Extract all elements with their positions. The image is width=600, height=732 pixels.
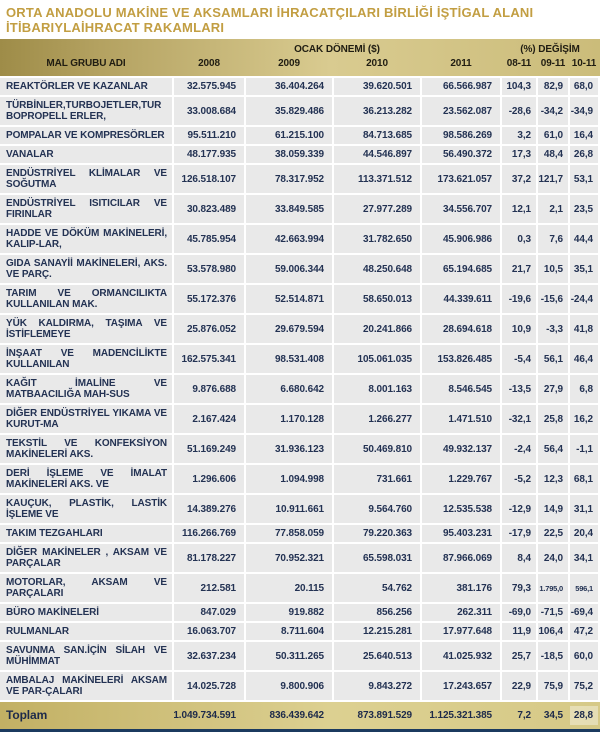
change-08-11: 22,9 <box>502 672 536 700</box>
value-2009: 42.663.994 <box>246 225 332 253</box>
product-name: TAKIM TEZGAHLARI <box>0 525 172 542</box>
change-10-11: 60,0 <box>570 642 598 670</box>
value-2008: 212.581 <box>174 574 244 602</box>
product-name: POMPALAR VE KOMPRESÖRLER <box>0 127 172 144</box>
value-2011: 173.621.057 <box>422 165 500 193</box>
value-2009: 35.829.486 <box>246 97 332 125</box>
value-2010: 27.977.289 <box>334 195 420 223</box>
change-08-11: 37,2 <box>502 165 536 193</box>
header-group-change: (%) DEĞİŞİM <box>520 44 580 55</box>
table-row <box>0 405 600 433</box>
change-09-11: 56,4 <box>538 435 568 463</box>
change-10-11: 68,0 <box>570 78 598 95</box>
table-row <box>0 97 600 125</box>
product-name: DİĞER ENDÜSTRİYEL YIKAMA VE KURUT-MA <box>0 405 172 433</box>
value-2008: 53.578.980 <box>174 255 244 283</box>
change-10-11: -34,9 <box>570 97 598 125</box>
change-09-11: -34,2 <box>538 97 568 125</box>
value-2008: 847.029 <box>174 604 244 621</box>
value-2011: 56.490.372 <box>422 146 500 163</box>
product-name: RULMANLAR <box>0 623 172 640</box>
value-2010: 79.220.363 <box>334 525 420 542</box>
change-09-11: 12,3 <box>538 465 568 493</box>
value-2008: 32.575.945 <box>174 78 244 95</box>
change-09-11: 121,7 <box>538 165 568 193</box>
change-08-11: -17,9 <box>502 525 536 542</box>
change-09-11: -71,5 <box>538 604 568 621</box>
product-name: TÜRBİNLER,TURBOJETLER,TURBOPROPELL ERLER, <box>0 97 172 125</box>
change-10-11: 26,8 <box>570 146 598 163</box>
change-10-11: 41,8 <box>570 315 598 343</box>
change-09-11: -15,6 <box>538 285 568 313</box>
change-10-11: 47,2 <box>570 623 598 640</box>
table-row <box>0 165 600 193</box>
product-name: BÜRO MAKİNELERİ <box>0 604 172 621</box>
value-2008: 116.266.769 <box>174 525 244 542</box>
change-08-11: -28,6 <box>502 97 536 125</box>
change-08-11: -13,5 <box>502 375 536 403</box>
change-08-11: 12,1 <box>502 195 536 223</box>
value-2010: 31.782.650 <box>334 225 420 253</box>
change-10-11: 46,4 <box>570 345 598 373</box>
value-2011: 87.966.069 <box>422 544 500 572</box>
value-2011: 45.906.986 <box>422 225 500 253</box>
change-08-11: -5,4 <box>502 345 536 373</box>
value-2010: 50.469.810 <box>334 435 420 463</box>
table-row <box>0 146 600 163</box>
value-2011: 34.556.707 <box>422 195 500 223</box>
value-2010: 20.241.866 <box>334 315 420 343</box>
change-10-11: 23,5 <box>570 195 598 223</box>
value-2011: 262.311 <box>422 604 500 621</box>
change-09-11: 48,4 <box>538 146 568 163</box>
value-2009: 29.679.594 <box>246 315 332 343</box>
product-name: DİĞER MAKİNELER , AKSAM VE PARÇALAR <box>0 544 172 572</box>
change-09-11: 24,0 <box>538 544 568 572</box>
table-row <box>0 604 600 621</box>
product-name: ENDÜSTRİYEL ISITICILAR VE FIRINLAR <box>0 195 172 223</box>
value-2009: 59.006.344 <box>246 255 332 283</box>
value-2011: 23.562.087 <box>422 97 500 125</box>
change-10-11: 68,1 <box>570 465 598 493</box>
change-08-11: 10,9 <box>502 315 536 343</box>
product-name: VANALAR <box>0 146 172 163</box>
value-2011: 41.025.932 <box>422 642 500 670</box>
header-col-2011: 2011 <box>450 58 472 69</box>
value-2009: 77.858.059 <box>246 525 332 542</box>
table-row <box>0 465 600 493</box>
value-2009: 20.115 <box>246 574 332 602</box>
header-col-2009: 2009 <box>278 58 300 69</box>
product-name: TEKSTİL VE KONFEKSİYON MAKİNELERİ AKS. <box>0 435 172 463</box>
total-change-08-11: 7,2 <box>517 710 531 721</box>
value-2009: 8.711.604 <box>246 623 332 640</box>
value-2009: 919.882 <box>246 604 332 621</box>
product-name: YÜK KALDIRMA, TAŞIMA VE İSTİFLEMEYE <box>0 315 172 343</box>
value-2009: 1.170.128 <box>246 405 332 433</box>
page-title-line2: İTİBARIYLAİHRACAT RAKAMLARI <box>6 20 225 35</box>
table-row <box>0 255 600 283</box>
value-2008: 2.167.424 <box>174 405 244 433</box>
change-08-11: 104,3 <box>502 78 536 95</box>
value-2008: 14.025.728 <box>174 672 244 700</box>
total-row <box>0 702 600 729</box>
value-2009: 1.094.998 <box>246 465 332 493</box>
product-name: AMBALAJ MAKİNELERİ AKSAM VE PAR-ÇALARI <box>0 672 172 700</box>
change-10-11: 44,4 <box>570 225 598 253</box>
change-09-11: 1.795,0 <box>538 574 568 602</box>
page-title <box>0 0 600 39</box>
value-2010: 25.640.513 <box>334 642 420 670</box>
change-08-11: -69,0 <box>502 604 536 621</box>
change-08-11: 25,7 <box>502 642 536 670</box>
product-name: REAKTÖRLER VE KAZANLAR <box>0 78 172 95</box>
value-2010: 8.001.163 <box>334 375 420 403</box>
value-2009: 36.404.264 <box>246 78 332 95</box>
change-08-11: 11,9 <box>502 623 536 640</box>
value-2008: 126.518.107 <box>174 165 244 193</box>
value-2008: 30.823.489 <box>174 195 244 223</box>
value-2009: 70.952.321 <box>246 544 332 572</box>
product-name: HADDE VE DÖKÜM MAKİNELERİ, KALIP-LAR, <box>0 225 172 253</box>
value-2008: 25.876.052 <box>174 315 244 343</box>
value-2010: 39.620.501 <box>334 78 420 95</box>
table-row <box>0 544 600 572</box>
header-col-09-11: 09-11 <box>540 58 566 69</box>
value-2010: 65.598.031 <box>334 544 420 572</box>
value-2011: 381.176 <box>422 574 500 602</box>
change-08-11: -19,6 <box>502 285 536 313</box>
change-08-11: 3,2 <box>502 127 536 144</box>
value-2008: 51.169.249 <box>174 435 244 463</box>
value-2008: 14.389.276 <box>174 495 244 523</box>
table-row <box>0 127 600 144</box>
product-name: İNŞAAT VE MADENCİLİKTE KULLANILAN <box>0 345 172 373</box>
value-2010: 105.061.035 <box>334 345 420 373</box>
product-name: TARIM VE ORMANCILIKTA KULLANILAN MAK. <box>0 285 172 313</box>
page-title-line1: ORTA ANADOLU MAKİNE VE AKSAMLARI İHRACATÇILARI BİRLİĞİ İŞTİGAL ALANI <box>6 5 534 20</box>
value-2010: 36.213.282 <box>334 97 420 125</box>
change-10-11: -24,4 <box>570 285 598 313</box>
change-09-11: 2,1 <box>538 195 568 223</box>
table-row <box>0 574 600 602</box>
value-2009: 38.059.339 <box>246 146 332 163</box>
change-08-11: 8,4 <box>502 544 536 572</box>
change-09-11: 56,1 <box>538 345 568 373</box>
total-change-09-11: 34,5 <box>543 710 563 721</box>
change-08-11: -32,1 <box>502 405 536 433</box>
total-label: Toplam <box>6 708 48 722</box>
table-row <box>0 195 600 223</box>
value-2009: 98.531.408 <box>246 345 332 373</box>
value-2011: 44.339.611 <box>422 285 500 313</box>
table-row <box>0 623 600 640</box>
change-09-11: 75,9 <box>538 672 568 700</box>
table-row <box>0 285 600 313</box>
header-group-period: OCAK DÖNEMİ ($) <box>294 44 380 55</box>
table-row <box>0 495 600 523</box>
total-value-2008: 1.049.734.591 <box>173 710 236 721</box>
product-name: KAUÇUK, PLASTİK, LASTİK İŞLEME VE <box>0 495 172 523</box>
change-10-11: -1,1 <box>570 435 598 463</box>
change-10-11: 53,1 <box>570 165 598 193</box>
value-2011: 66.566.987 <box>422 78 500 95</box>
change-10-11: 35,1 <box>570 255 598 283</box>
value-2010: 1.266.277 <box>334 405 420 433</box>
value-2011: 17.977.648 <box>422 623 500 640</box>
total-change-10-11: 28,8 <box>570 706 598 725</box>
change-09-11: 22,5 <box>538 525 568 542</box>
total-value-2011: 1.125.321.385 <box>429 710 492 721</box>
value-2011: 1.229.767 <box>422 465 500 493</box>
value-2010: 84.713.685 <box>334 127 420 144</box>
change-09-11: 27,9 <box>538 375 568 403</box>
value-2009: 10.911.661 <box>246 495 332 523</box>
change-10-11: 596,1 <box>570 574 598 602</box>
value-2008: 55.172.376 <box>174 285 244 313</box>
change-10-11: 20,4 <box>570 525 598 542</box>
change-09-11: 25,8 <box>538 405 568 433</box>
value-2010: 731.661 <box>334 465 420 493</box>
change-10-11: 31,1 <box>570 495 598 523</box>
header-col-2008: 2008 <box>198 58 220 69</box>
total-value-2009: 836.439.642 <box>269 710 324 721</box>
value-2011: 17.243.657 <box>422 672 500 700</box>
value-2009: 61.215.100 <box>246 127 332 144</box>
value-2009: 52.514.871 <box>246 285 332 313</box>
change-08-11: -2,4 <box>502 435 536 463</box>
change-10-11: 6,8 <box>570 375 598 403</box>
value-2011: 49.932.137 <box>422 435 500 463</box>
value-2010: 856.256 <box>334 604 420 621</box>
value-2008: 81.178.227 <box>174 544 244 572</box>
value-2010: 12.215.281 <box>334 623 420 640</box>
table-header <box>0 39 600 76</box>
table-row <box>0 672 600 700</box>
value-2009: 31.936.123 <box>246 435 332 463</box>
table-row <box>0 642 600 670</box>
value-2008: 95.511.210 <box>174 127 244 144</box>
change-08-11: 17,3 <box>502 146 536 163</box>
change-10-11: -69,4 <box>570 604 598 621</box>
total-value-2010: 873.891.529 <box>357 710 412 721</box>
change-10-11: 34,1 <box>570 544 598 572</box>
value-2008: 16.063.707 <box>174 623 244 640</box>
value-2008: 1.296.606 <box>174 465 244 493</box>
change-08-11: 0,3 <box>502 225 536 253</box>
change-09-11: 82,9 <box>538 78 568 95</box>
change-09-11: 14,9 <box>538 495 568 523</box>
value-2010: 9.564.760 <box>334 495 420 523</box>
value-2009: 50.311.265 <box>246 642 332 670</box>
table-row <box>0 225 600 253</box>
value-2011: 28.694.618 <box>422 315 500 343</box>
header-col-mal-grubu-adi: MAL GRUBU ADI <box>46 58 126 69</box>
value-2009: 9.800.906 <box>246 672 332 700</box>
value-2010: 9.843.272 <box>334 672 420 700</box>
value-2008: 9.876.688 <box>174 375 244 403</box>
change-10-11: 16,2 <box>570 405 598 433</box>
table-row <box>0 315 600 343</box>
value-2010: 54.762 <box>334 574 420 602</box>
value-2011: 1.471.510 <box>422 405 500 433</box>
value-2008: 32.637.234 <box>174 642 244 670</box>
table-row <box>0 78 600 95</box>
value-2010: 58.650.013 <box>334 285 420 313</box>
change-09-11: 10,5 <box>538 255 568 283</box>
value-2011: 98.586.269 <box>422 127 500 144</box>
change-08-11: -12,9 <box>502 495 536 523</box>
product-name: KAĞIT İMALİNE VE MATBAACILIĞA MAH-SUS <box>0 375 172 403</box>
table-body <box>0 78 600 700</box>
table-row <box>0 525 600 542</box>
change-08-11: -5,2 <box>502 465 536 493</box>
table-row <box>0 345 600 373</box>
change-09-11: 7,6 <box>538 225 568 253</box>
change-10-11: 16,4 <box>570 127 598 144</box>
value-2011: 12.535.538 <box>422 495 500 523</box>
value-2009: 78.317.952 <box>246 165 332 193</box>
change-10-11: 75,2 <box>570 672 598 700</box>
product-name: MOTORLAR, AKSAM VE PARÇALARI <box>0 574 172 602</box>
table-row <box>0 435 600 463</box>
value-2009: 33.849.585 <box>246 195 332 223</box>
value-2010: 48.250.648 <box>334 255 420 283</box>
value-2009: 6.680.642 <box>246 375 332 403</box>
change-09-11: 106,4 <box>538 623 568 640</box>
product-name: ENDÜSTRİYEL KLİMALAR VE SOĞUTMA <box>0 165 172 193</box>
product-name: SAVUNMA SAN.İÇİN SİLAH VE MÜHİMMAT <box>0 642 172 670</box>
header-col-10-11: 10-11 <box>571 58 597 69</box>
product-name: GIDA SANAYİİ MAKİNELERİ, AKS. VE PARÇ. <box>0 255 172 283</box>
value-2011: 65.194.685 <box>422 255 500 283</box>
value-2008: 33.008.684 <box>174 97 244 125</box>
value-2008: 162.575.341 <box>174 345 244 373</box>
value-2008: 45.785.954 <box>174 225 244 253</box>
change-09-11: -18,5 <box>538 642 568 670</box>
change-09-11: -3,3 <box>538 315 568 343</box>
product-name: DERİ İŞLEME VE İMALAT MAKİNELERİ AKS. VE <box>0 465 172 493</box>
value-2011: 95.403.231 <box>422 525 500 542</box>
change-08-11: 21,7 <box>502 255 536 283</box>
value-2010: 113.371.512 <box>334 165 420 193</box>
change-08-11: 79,3 <box>502 574 536 602</box>
header-col-2010: 2010 <box>366 58 388 69</box>
value-2010: 44.546.897 <box>334 146 420 163</box>
value-2008: 48.177.935 <box>174 146 244 163</box>
table-row <box>0 375 600 403</box>
value-2011: 8.546.545 <box>422 375 500 403</box>
change-09-11: 61,0 <box>538 127 568 144</box>
value-2011: 153.826.485 <box>422 345 500 373</box>
header-col-08-11: 08-11 <box>506 58 532 69</box>
